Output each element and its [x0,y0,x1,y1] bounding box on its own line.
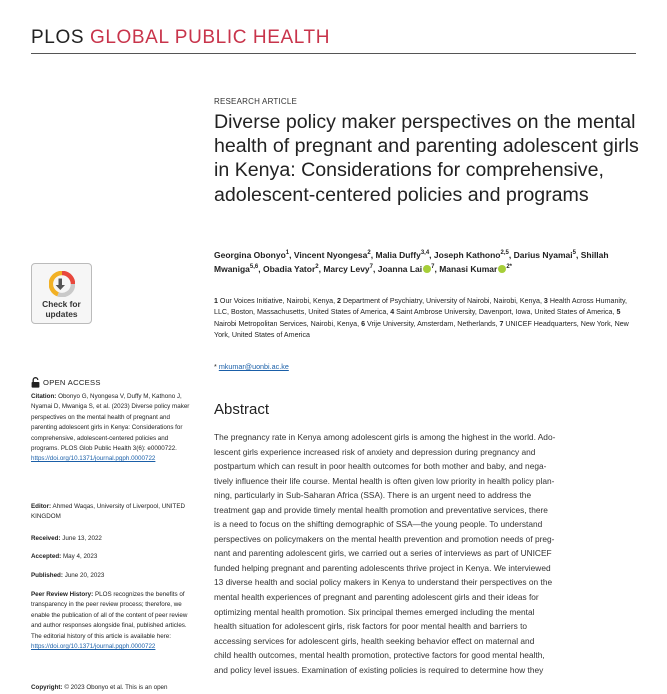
affiliation-number: 3 [543,297,548,305]
copyright-text: © 2023 Obonyo et al. This is an open [64,684,168,691]
author-affiliation-marker: 3,4 [420,250,430,256]
author-affiliation-marker: 1 [285,250,290,256]
header-divider [31,53,636,54]
author-name: Malia Duffy [375,249,421,260]
received-label: Received: [31,535,61,542]
author-name: Darius Nyamai [513,249,573,260]
affiliation-list [214,296,640,341]
citation-doi-link[interactable]: https://doi.org/10.1371/journal.pgph.0000722 [31,455,156,463]
abstract-line: and policy level issues. Examination of existing policies is required to determine how they [214,664,544,675]
abstract-line: tively influence their life course. Mental health is often given low priority in health policy plan- [214,475,555,486]
check-for-updates-badge[interactable] [31,263,92,324]
abstract-line: is a need to focus on the shifting demographic of SSA—the young people. To understand [214,519,543,530]
abstract-line: 13 diverse health and social policy makers in Kenya to understand their perspectives on the [214,577,553,588]
corresponding-email-link[interactable]: mkumar@uonbi.ac.ke [218,362,289,371]
open-access-label [31,377,101,388]
author-name: Manasi Kumar [439,263,498,274]
abstract-line: treatment gap and provide timely mental health promotion and preventative services, there [214,504,548,515]
abstract-line: funded helping pregnant and parenting adolescents thrive project in Kenya. We interviewed [214,562,551,573]
peer-review-link[interactable]: https://doi.org/10.1371/journal.pgph.0000722 [31,643,156,651]
author-affiliation-marker: 7 [369,264,373,271]
published-date: June 20, 2023 [64,572,105,579]
affiliation-text: Nairobi Metropolitan Services, Nairobi, Kenya, [214,319,362,328]
affiliation-text: UNICEF Headquarters, New York, New York, United States of America [214,319,629,339]
abstract-line: health situation for adolescent girls, risk factors for poor mental health and barriers to [214,621,528,632]
journal-header [31,27,330,49]
author-affiliation-marker: 2,5 [500,250,509,256]
author-affiliation-marker: 5 [572,250,576,256]
citation-label: Citation: [31,393,57,400]
abstract-line: lescent girls experience increased risk of anxiety and depression during pregnancy and [214,446,536,457]
affiliation-number: 4 [390,308,395,317]
check-for-updates-icon [49,271,75,297]
citation-block [31,392,193,465]
author-affiliation-marker: 2* [506,264,512,271]
editor-block [31,502,193,523]
article-type: RESEARCH ARTICLE [214,97,298,106]
peer-review-label: Peer Review History: [31,591,94,598]
abstract-line: postpartum which can result in poor health outcomes for both mother and baby, and nega- [214,461,547,472]
affiliation-number: 1 [214,297,218,305]
abstract-line: optimizing mental health promotion. Six principal themes emerged including the mental [214,606,535,617]
author-name: Shillah Mwaniga [214,249,609,274]
editor-label: Editor: [31,503,52,510]
abstract-body [214,430,640,677]
corresponding-star: * [214,362,217,371]
author-name: Joanna Lai [377,263,423,274]
abstract-line: ning, particularly in Sub-Saharan Africa (SSA). There is an urgent need to address the [214,490,532,501]
badge-line-2: updates [45,308,78,319]
author-name: Georgina Obonyo [214,249,286,260]
corresponding-email-line [214,362,289,371]
author-list: Georgina Obonyo$^1$, Vincent Nyongesa$^2$, Malia Duffy$^{3,4}$, Joseph Kathono$^{2,5}$, Darius Nyamai$^5$, Shillah Mwaniga$^{5,6}$, Obadia Yator$^2$, Marcy Levy$^7$, Joanna Lai $^7$, Manasi Kumar $^{2*}$ [214,249,609,274]
abstract-line: accessing services for adolescent girls, health seeking behavior effect on maternal and [214,635,535,646]
affiliation-text: Department of Psychiatry, University of Nairobi, Nairobi, Kenya, [340,297,544,305]
author-affiliation-marker: 5,6 [249,264,259,271]
badge-line-1: Check for [42,299,81,309]
abstract-line: child health outcomes, mental health promotion, protective factors for good mental health, [214,650,545,661]
author-name: Vincent Nyongesa [293,249,368,260]
peer-review-text: PLOS recognizes the benefits of transparency in the peer review process; therefore, we enable the publication of all of the content of peer review and author responses alongside final, published articles. The editorial history of this article is available here: [31,591,188,640]
affiliation-number: 6 [361,319,366,328]
accepted-date: May 4, 2023 [62,553,98,560]
journal-name: GLOBAL PUBLIC HEALTH [89,27,331,48]
editor-text: Ahmed Waqas, University of Liverpool, UNITED KINGDOM [31,503,185,521]
abstract-line: The pregnancy rate in Kenya among adolescent girls is among the highest in the world. Ado- [214,432,556,442]
abstract-line: mental health experiences of pregnant and parenting adolescent girls and their ideas for [214,592,539,603]
orcid-icon[interactable] [423,265,431,273]
published-label: Published: [31,572,63,579]
affiliation-text: Vrije University, Amsterdam, Netherlands, [365,319,500,328]
author-name: Joseph Kathono [433,249,501,260]
affiliation-number: 5 [616,308,621,317]
affiliation-number: 7 [499,319,504,328]
affiliation-text: Saint Ambrose University, Davenport, Iowa, United States of America, [394,308,617,317]
affiliation-text: Health Across Humanity, LLC, Boston, Massachusetts, United States of America, [214,297,627,317]
received-block [31,534,193,544]
received-date: June 13, 2022 [62,535,102,542]
article-title: Diverse policy maker perspectives on the mental health of pregnant and parenting adolescent girls in Kenya: Considerations for comprehensive, adolescent-centered policies and programs [214,111,639,206]
author-affiliation-marker: 2 [315,264,319,271]
abstract-line: nant and parenting adolescent girls, we carried out a series of interviews as part of UNICEF [214,548,552,559]
author-name: Obadia Yator [262,263,316,274]
copyright-block [31,683,193,693]
open-lock-icon [31,377,40,388]
author-affiliation-marker: 7 [431,264,435,271]
open-access-text: OPEN ACCESS [43,378,101,387]
abstract-line: perspectives on policymakers on the mental health prevention and promotion needs of preg- [214,533,555,544]
affiliation-text: Our Voices Initiative, Nairobi, Kenya, [217,297,338,305]
abstract-heading: Abstract [214,401,270,418]
accepted-block [31,552,193,562]
journal-prefix: PLOS [31,27,85,48]
published-block [31,571,193,581]
affiliation-number: 2 [337,297,341,305]
copyright-label: Copyright: [31,684,63,691]
author-name: Marcy Levy [323,263,370,274]
peer-review-block [31,590,193,652]
author-affiliation-marker: 2 [367,250,371,256]
citation-text: Obonyo G, Nyongesa V, Duffy M, Kathono J, Nyamai D, Mwaniga S, et al. (2023) Diverse policy maker perspectives on the mental health of pregnant and parenting adolescent girls in Kenya: Considerations for comprehensive, adolescent-centered policies and programs. PLOS Glob Public Health 3(6): e0000722. [31,393,190,453]
accepted-label: Accepted: [31,553,62,560]
